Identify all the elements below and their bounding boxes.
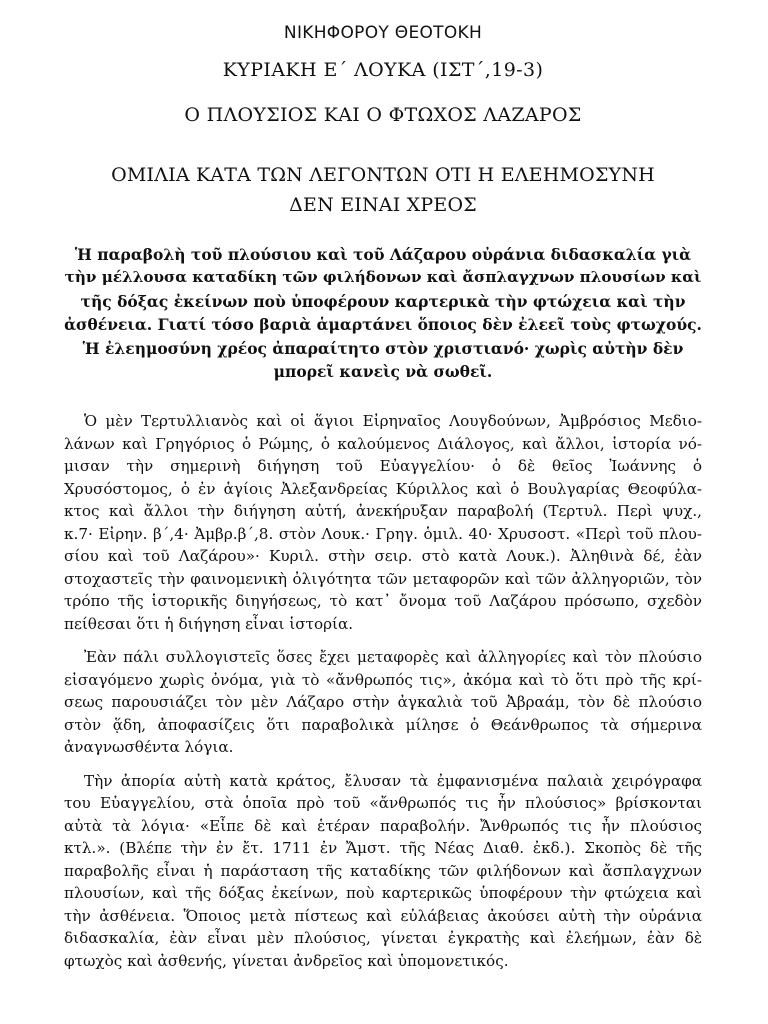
paragraph-line: σεως παρουσιάζει τὸν μὲν Λάζαρο στὴν ἀγκαλιὰ τοῦ Ἀβραάμ, τὸν δὲ πλούσιο	[64, 693, 702, 712]
paragraph-line: παραβολῆς εἶναι ἡ παράσταση τῆς καταδίκης τῶν φιλήδονων καὶ ἄσπλαγχνων	[64, 861, 702, 880]
summary-line: μπορεῖ κανεὶς νὰ σωθεῖ.	[273, 362, 493, 382]
paragraph-line: στοχαστεῖς τὴν φαινομενικὴ ὀλιγότητα τῶν μεταφορῶν καὶ τῶν ἀλληγοριῶν, τὸν	[64, 569, 702, 588]
paragraph-line: σίου καὶ τοῦ Λαζάρου»· Κυριλ. στὴν σειρ. στὸ κατὰ Λουκ.). Ἀληθινὰ δέ, ἐὰν	[64, 547, 702, 566]
paragraph-line: Χρυσόστομος, ὁ ἐν ἁγίοις Ἀλεξανδρείας Κύριλλος καὶ ὁ Βουλγαρίας Θεοφύλα-	[64, 479, 702, 498]
homily-title-line: ΟΜΙΛΙΑ ΚΑΤΑ ΤΩΝ ΛΕΓΟΝΤΩΝ ΟΤΙ Η ΕΛΕΗΜΟΣΥΝΗ	[111, 164, 655, 186]
summary-line: τὴν μέλλουσα καταδίκη τῶν φιλήδονων καὶ ἄσπλαγχνων πλουσίων καὶ	[64, 268, 702, 287]
paragraph-1	[64, 410, 702, 635]
paragraph-line: διδασκαλία, ἐὰν εἶναι μὲν πλούσιος, γίνεται ἐγκρατὴς καὶ ἐλεήμων, ἐὰν δὲ	[64, 929, 702, 948]
paragraph-line: κτος καὶ ἄλλοι τὴν διήγηση αὐτή, ἀνεκήρυξαν παραβολή (Τερτυλ. Περὶ ψυχ.,	[64, 502, 702, 521]
paragraph-line: ἀναγνωσθέντα λόγια.	[64, 738, 234, 757]
parable-title: Ο ΠΛΟΥΣΙΟΣ ΚΑΙ Ο ΦΤΩΧΟΣ ΛΑΖΑΡΟΣ	[184, 104, 582, 126]
summary-line: ἀσθένεια. Γιατί τόσο βαριὰ ἁμαρτάνει ὅποιος δὲν ἐλεεῖ τοὺς φτωχούς.	[64, 315, 702, 335]
paragraph-line: πλουσίων, καὶ τῆς δόξας ἐκείνων, ποὺ καρτερικῶς ὑποφέρουν τὴν φτώχεια καὶ	[64, 884, 702, 903]
paragraph-line: πείθεσαι ὅτι ἡ διήγηση εἶναι ἱστορία.	[64, 614, 354, 633]
sunday-heading: ΚΥΡΙΑΚΗ Ε΄ ΛΟΥΚΑ (ΙΣΤ΄,19-3)	[222, 59, 544, 81]
paragraph-line: Ἐὰν πάλι συλλογιστεῖς ὅσες ἔχει μεταφορὲς καὶ ἀλληγορίες καὶ τὸν πλούσιο	[84, 648, 702, 667]
paragraph-line: λάνων καὶ Γρηγόριος ὁ Ρώμης, ὁ καλούμενος Διάλογος, καὶ ἄλλοι, ἱστορία νό-	[64, 434, 702, 453]
paragraph-line: τρόπο τῆς ἱστορικῆς διηγήσεως, τὸ κατ᾿ ὄνομα τοῦ Λαζάρου πρόσωπο, σχεδὸν	[64, 592, 702, 611]
summary-line: Ἡ παραβολὴ τοῦ πλούσιου καὶ τοῦ Λάζαρου οὐράνια διδασκαλία γιὰ	[74, 245, 692, 264]
body-text	[64, 410, 702, 972]
paragraph-line: αὐτὰ τὰ λόγια· «Εἶπε δὲ καὶ ἑτέραν παραβολήν. Ἄνθρωπός τις ἦν πλούσιος	[64, 816, 702, 835]
paragraph-line: στὸν ᾅδη, ἀποφασίζεις ὅτι παραβολικὰ μίλησε ὁ Θεάνθρωπος τὰ σήμερινα	[64, 715, 702, 734]
summary-line: Ἡ ἐλεημοσύνη χρέος ἀπαραίτητο στὸν χριστιανό· χωρὶς αὐτὴν δὲν	[82, 338, 684, 358]
paragraph-line: εἰσαγόμενο χωρὶς ὀνόμα, γιὰ τὸ «ἄνθρωπός τις», ἀκόμα καὶ τὸ ὅτι πρὸ τῆς κρί-	[64, 670, 702, 689]
paragraph-2	[64, 646, 702, 759]
paragraph-line: Τὴν ἀπορία αὐτὴ κατὰ κράτος, ἔλυσαν τὰ ἐμφανισμένα παλαιὰ χειρόγραφα	[84, 771, 702, 790]
homily-title-line: ΔΕΝ ΕΙΝΑΙ ΧΡΕΟΣ	[289, 194, 477, 216]
paragraph-line: τὴν ἀσθένεια. Ὅποιος μετὰ πίστεως καὶ εὐλάβειας ἀκούσει αὐτὴ τὴν οὐράνια	[64, 906, 702, 925]
paragraph-line: του Εὐαγγελίου, στὰ ὁποῖα πρὸ τοῦ «ἄνθρωπός τις ἦν πλούσιος» βρίσκονται	[64, 794, 702, 813]
author-heading: ΝΙΚΗΦΟΡΟΥ ΘΕΟΤΟΚΗ	[283, 23, 483, 43]
paragraph-line: κ.7· Εἰρην. β΄,4· Ἀμβρ.β΄,8. στὸν Λουκ.· Γρηγ. ὁμιλ. 40· Χρυσοστ. «Περὶ τοῦ πλου-	[64, 524, 702, 543]
paragraph-line: Ὁ μὲν Τερτυλλιανὸς καὶ οἱ ἅγιοι Εἰρηναῖος Λουγδούνων, Ἀμβρόσιος Μεδιο-	[84, 412, 702, 431]
paragraph-3	[64, 770, 702, 973]
paragraph-line: μισαν τὴν σημερινὴ διήγηση τοῦ Εὐαγγελίου· ὁ δὲ θεῖος Ἰωάννης ὁ	[64, 457, 702, 476]
paragraph-line: κτλ.». (Βλέπε τὴν ἐν ἔτ. 1711 ἐν Ἄμστ. τῆς Νέας Διαθ. ἐκδ.). Σκοπὸς δὲ τῆς	[64, 839, 702, 858]
paragraph-line: φτωχὸς καὶ ἀσθενής, γίνεται ἀνδρεῖος καὶ ὑπομονετικός.	[64, 951, 509, 970]
homily-title	[64, 160, 702, 220]
summary-block	[64, 243, 702, 383]
summary-line: τῆς δόξας ἐκείνων ποὺ ὑποφέρουν καρτερικὰ τὴν φτώχεια καὶ τὴν	[80, 291, 686, 311]
